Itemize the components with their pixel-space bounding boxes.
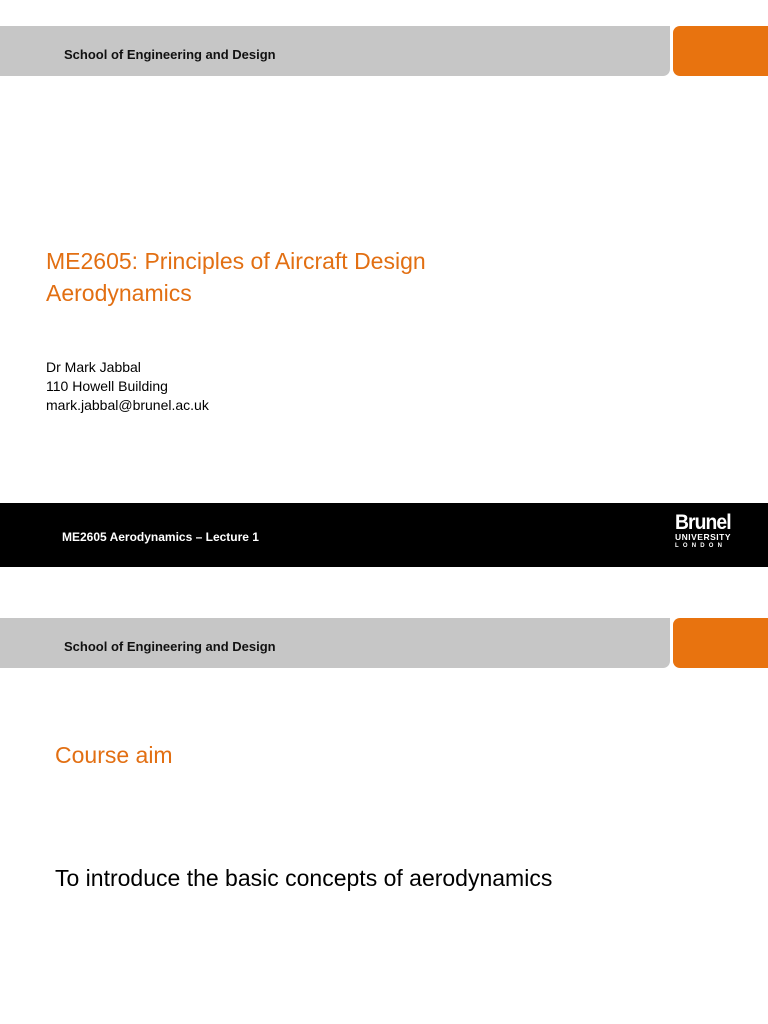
brunel-logo — [675, 512, 741, 550]
title-line-1: ME2605: Principles of Aircraft Design — [46, 248, 426, 274]
author-name: Dr Mark Jabbal — [46, 359, 141, 375]
header-accent-block — [673, 26, 768, 76]
title-line-2: Aerodynamics — [46, 280, 192, 306]
header-label: School of Engineering and Design — [64, 639, 276, 654]
header-bar — [0, 26, 670, 76]
logo-name: Brunel — [675, 511, 731, 534]
body-text: To introduce the basic concepts of aerodynamics — [55, 865, 553, 891]
slide-2 — [0, 592, 768, 1024]
header-accent-block — [673, 618, 768, 668]
footer-bar — [0, 503, 768, 567]
slide-title — [46, 245, 426, 309]
author-office: 110 Howell Building — [46, 378, 168, 394]
logo-city: LONDON — [675, 543, 727, 549]
author-block — [46, 358, 209, 415]
header-bar — [0, 618, 670, 668]
footer-label: ME2605 Aerodynamics – Lecture 1 — [62, 530, 259, 544]
section-heading: Course aim — [55, 742, 173, 768]
header-label: School of Engineering and Design — [64, 47, 276, 62]
author-email: mark.jabbal@brunel.ac.uk — [46, 397, 209, 413]
logo-university: UNIVERSITY — [675, 532, 732, 542]
